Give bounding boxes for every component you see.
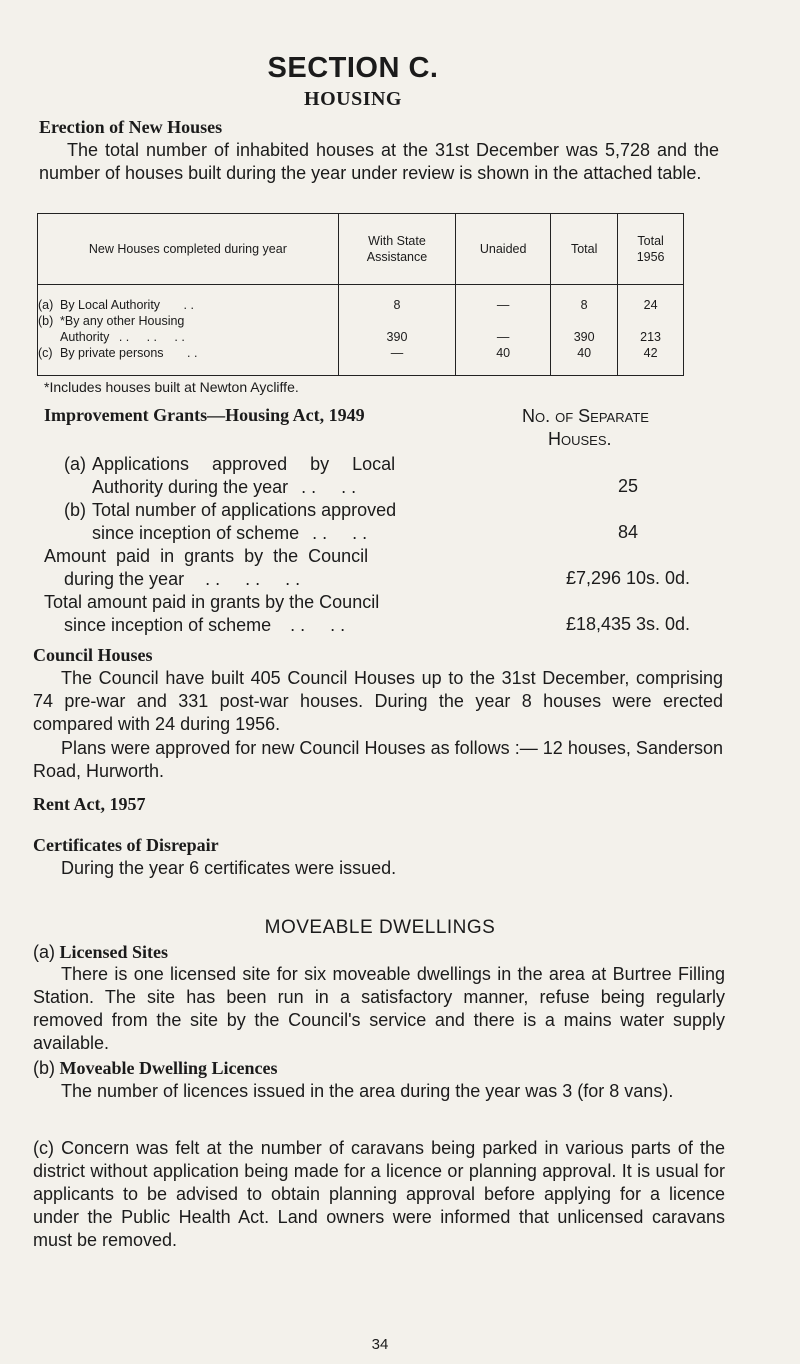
grant-amount-total-line1: Total amount paid in grants by the Council	[44, 592, 380, 612]
grant-item-a	[44, 453, 504, 499]
total-1956-cell	[618, 285, 684, 376]
grant-a-line2: Authority during the year	[92, 477, 289, 497]
section-title: SECTION C.	[267, 52, 439, 84]
grant-b-value: 84	[617, 522, 639, 542]
erection-text: The total number of inhabited houses at the 31st December was 5,728 and the number of houses built during the year under review is shown in the attached table.	[39, 140, 719, 183]
council-houses-para-1: The Council have built 405 Council Houses up to the 31st December, comprising 74 pre-war and 331 post-war houses. During the year 8 houses were erected compared with 24 during 1956.	[33, 668, 723, 734]
licensed-sites-title: Licensed Sites	[59, 942, 169, 962]
table-footnote: *Includes houses built at Newton Aycliffe.	[44, 379, 299, 395]
row-b-unaided: —	[496, 330, 510, 344]
council-houses-heading: Council Houses	[33, 645, 153, 665]
caravans-concern-text: (c) Concern was felt at the number of caravans being parked in various parts of the district without application being made for a licence or planning approval. It is usual for applicants to be advised to obtain planning approval before applying for a licence under the Public Health Act. Land owners were informed that unlicensed caravans must be removed.	[33, 1138, 725, 1250]
row-a-text: By Local Authority	[60, 298, 161, 312]
grant-b-label: (b)	[64, 500, 86, 520]
grants-column-heading-line-1: No. of Separate	[522, 406, 649, 426]
row-b-label: (b)	[38, 314, 54, 328]
leader-dots: . . . .	[290, 615, 346, 635]
row-c-state: —	[390, 346, 404, 360]
row-a-state: 8	[393, 298, 401, 312]
row-c-text: By private persons	[60, 346, 164, 360]
row-c-total: 40	[577, 346, 592, 360]
header-new-houses: New Houses completed during year	[38, 214, 339, 285]
moveable-dwellings-title: MOVEABLE DWELLINGS	[264, 917, 496, 938]
certificates-heading: Certificates of Disrepair	[33, 835, 219, 855]
grant-amount-total-line2: since inception of scheme	[64, 615, 272, 635]
licences-title: Moveable Dwelling Licences	[59, 1058, 278, 1078]
grants-column-heading-line-2: Houses.	[548, 429, 612, 449]
header-unaided: Unaided	[456, 214, 551, 285]
header-total-1956: Total 1956	[618, 214, 684, 285]
row-labels-cell	[38, 285, 339, 376]
leader-dots: . . . .	[301, 477, 357, 497]
row-c-unaided: 40	[496, 346, 511, 360]
grant-a-label: (a)	[64, 454, 86, 474]
housing-title: HOUSING	[304, 88, 402, 110]
row-b-total-1956: 213	[640, 330, 662, 344]
row-b-state: 390	[386, 330, 408, 344]
row-b-text: *By any other Housing	[60, 314, 185, 328]
grant-b-line2: since inception of scheme	[92, 523, 300, 543]
grant-item-b	[44, 499, 504, 545]
rent-act-heading: Rent Act, 1957	[33, 794, 146, 814]
row-a-total-1956: 24	[643, 298, 658, 312]
header-total: Total	[551, 214, 618, 285]
grants-heading: Improvement Grants—Housing Act, 1949	[44, 405, 365, 425]
row-c-label: (c)	[38, 346, 53, 360]
licences-label: (b)	[33, 1058, 55, 1078]
grant-a-value: 25	[617, 476, 639, 496]
grant-amount-year-line1: Amount paid in grants by the Council	[44, 546, 369, 566]
row-c-total-1956: 42	[643, 346, 658, 360]
grant-amount-year-line2: during the year	[64, 569, 185, 589]
row-a-label: (a)	[38, 298, 54, 312]
leader-dots: . . . . . .	[118, 330, 185, 344]
certificates-text: During the year 6 certificates were issued.	[61, 858, 397, 878]
table-row	[38, 285, 684, 376]
leader-dots: . . . .	[312, 523, 368, 543]
licensed-sites-text: There is one licensed site for six moveable dwellings in the area at Burtree Filling Station. The site has been run in a satisfactory manner, refuse being regularly removed from the site by the Council's service and there is a mains water supply available.	[33, 964, 725, 1053]
grant-item-amount-year	[44, 545, 504, 591]
erection-heading: Erection of New Houses	[39, 117, 223, 137]
row-b-text-2: Authority	[60, 330, 110, 344]
licences-text: The number of licences issued in the area during the year was 3 (for 8 vans).	[61, 1081, 674, 1101]
grant-amount-year-value: £7,296 10s. 0d.	[565, 568, 691, 588]
page-number: 34	[371, 1336, 389, 1353]
licences-heading	[33, 1057, 277, 1080]
row-a-total: 8	[580, 298, 588, 312]
unaided-cell	[456, 285, 551, 376]
state-assistance-cell	[338, 285, 455, 376]
licensed-sites-heading	[33, 941, 168, 964]
grants-column-heading	[522, 405, 732, 451]
grant-b-line1: Total number of applications approved	[92, 500, 397, 520]
total-cell	[551, 285, 618, 376]
licensed-sites-label: (a)	[33, 942, 55, 962]
table-header-row	[38, 214, 684, 285]
grant-a-line1: Applications approved by Local	[92, 454, 396, 474]
leader-dots: . .	[183, 298, 194, 312]
header-state-assistance: With State Assistance	[338, 214, 455, 285]
grant-item-amount-total	[44, 591, 504, 637]
new-houses-table	[37, 213, 684, 376]
row-b-total: 390	[573, 330, 595, 344]
council-houses-para-2: Plans were approved for new Council Houses as follows :— 12 houses, Sanderson Road, Hurworth.	[33, 738, 723, 781]
row-a-unaided: —	[496, 298, 510, 312]
leader-dots: . . . . . .	[205, 569, 301, 589]
leader-dots: . .	[187, 346, 198, 360]
grant-amount-total-value: £18,435 3s. 0d.	[565, 614, 691, 634]
